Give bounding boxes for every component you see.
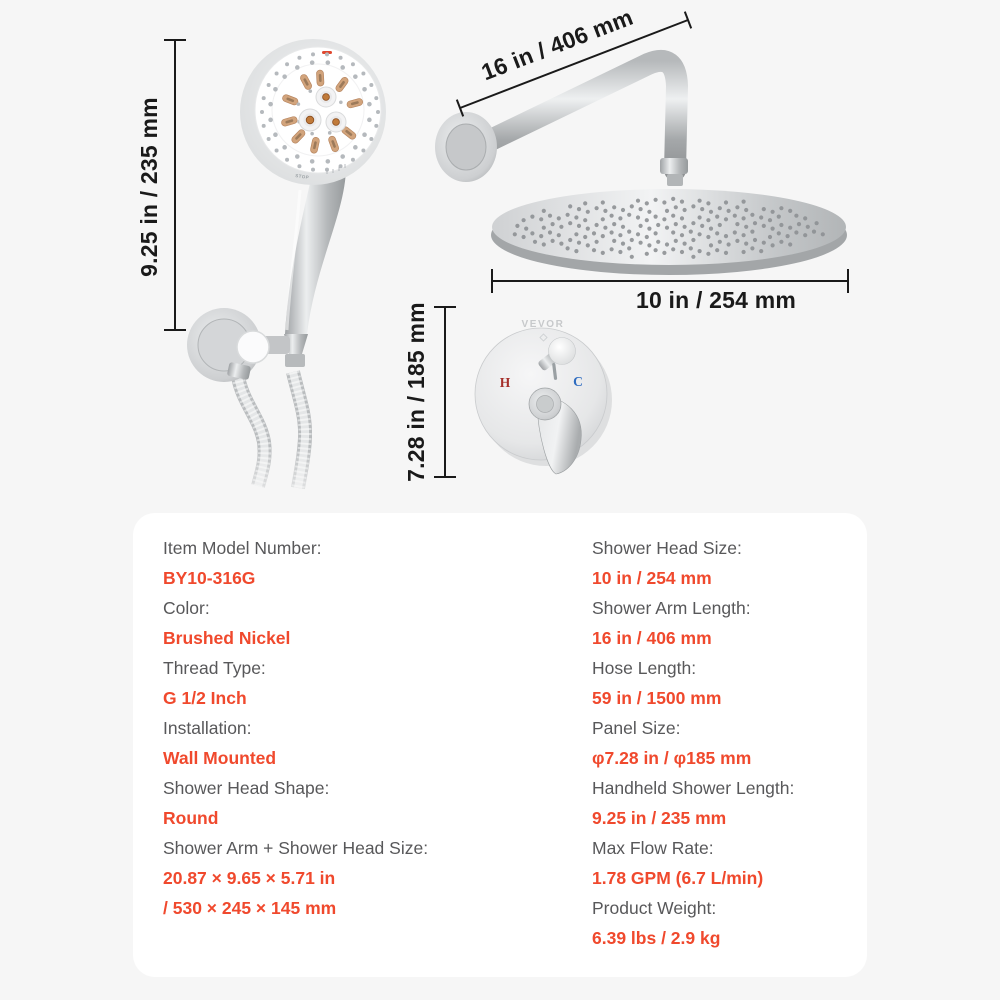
nozzle	[656, 223, 660, 227]
nozzle	[742, 233, 746, 237]
nozzle	[601, 200, 605, 204]
nozzle	[539, 234, 543, 238]
nozzle	[369, 83, 373, 87]
nozzle	[762, 241, 766, 245]
nozzle	[610, 247, 614, 251]
spec-value: / 530 × 245 × 145 mm	[163, 898, 337, 918]
nozzle	[671, 214, 675, 218]
nozzle	[762, 224, 766, 228]
nozzle	[665, 209, 669, 213]
nozzle	[753, 238, 757, 242]
nozzle	[698, 199, 702, 203]
nozzle	[339, 100, 343, 104]
nozzle	[779, 240, 783, 244]
spec-label: Shower Arm + Shower Head Size:	[163, 838, 429, 858]
nozzle	[706, 235, 710, 239]
handheld-length-dimension	[136, 40, 186, 330]
spec-label: Installation:	[163, 718, 252, 738]
face-stop-mark: STOP	[295, 173, 310, 180]
nozzle	[715, 248, 719, 252]
nozzle	[542, 242, 546, 246]
nozzle	[674, 205, 678, 209]
nozzle	[522, 218, 526, 222]
nozzle	[566, 246, 570, 250]
nozzle	[639, 207, 643, 211]
nozzle	[601, 251, 605, 255]
nozzle	[645, 201, 649, 205]
nozzle	[621, 208, 625, 212]
spec-value: 16 in / 406 mm	[592, 628, 712, 648]
nozzle	[577, 241, 581, 245]
nozzle	[715, 215, 719, 219]
nozzle	[683, 242, 687, 246]
nozzle	[295, 65, 300, 70]
arm-length-label: 16 in / 406 mm	[477, 3, 637, 86]
handheld-head-face	[255, 47, 381, 173]
nozzle	[325, 52, 329, 56]
nozzle	[709, 227, 713, 231]
nozzle	[583, 218, 587, 222]
nozzle	[718, 206, 722, 210]
nozzle	[683, 225, 687, 229]
nozzle	[698, 215, 702, 219]
nozzle	[698, 249, 702, 253]
nozzle	[551, 239, 555, 243]
nozzle	[724, 217, 728, 221]
nozzle	[645, 252, 649, 256]
nozzle	[662, 251, 666, 255]
nozzle	[515, 224, 519, 228]
spec-column-left	[163, 533, 573, 923]
nozzle	[557, 233, 561, 237]
nozzle	[285, 62, 289, 66]
nozzle	[524, 227, 528, 231]
nozzle	[282, 145, 287, 150]
nozzle	[273, 132, 278, 137]
spec-value: BY10-316G	[163, 568, 256, 588]
nozzle	[724, 251, 728, 255]
nozzle	[636, 232, 640, 236]
spec-label: Hose Length:	[592, 658, 697, 678]
nozzle	[700, 224, 704, 228]
nozzle	[362, 87, 367, 92]
spec-label: Item Model Number:	[163, 538, 322, 558]
nozzle	[326, 60, 331, 65]
nozzle	[630, 204, 634, 208]
nozzle	[803, 233, 807, 237]
nozzle	[636, 215, 640, 219]
nozzle	[645, 235, 649, 239]
nozzle	[361, 72, 365, 76]
nozzle	[779, 223, 783, 227]
nozzle	[630, 238, 634, 242]
nozzle	[762, 207, 766, 211]
nozzle	[654, 198, 658, 202]
nozzle	[698, 232, 702, 236]
nozzle	[551, 222, 555, 226]
nozzle	[654, 248, 658, 252]
nozzle	[603, 209, 607, 213]
nozzle	[542, 209, 546, 213]
nozzle	[680, 216, 684, 220]
nozzle	[361, 148, 365, 152]
head-diameter-dimension	[492, 269, 848, 313]
nozzle	[656, 240, 660, 244]
nozzle	[273, 87, 278, 92]
nozzle	[548, 230, 552, 234]
nozzle	[612, 239, 616, 243]
nozzle	[706, 201, 710, 205]
cold-water-label: C	[573, 374, 583, 389]
nozzle	[691, 204, 695, 208]
nozzle	[297, 164, 301, 168]
nozzle	[533, 240, 537, 244]
spec-label: Shower Arm Length:	[592, 598, 751, 618]
panel-diameter-dimension	[403, 302, 456, 482]
nozzle	[750, 213, 754, 217]
nozzle	[709, 243, 713, 247]
nozzle	[310, 132, 314, 136]
spec-value: 59 in / 1500 mm	[592, 688, 722, 708]
nozzle	[621, 242, 625, 246]
nozzle	[750, 246, 754, 250]
bracket-knob	[237, 331, 269, 363]
spec-value: Wall Mounted	[163, 748, 277, 768]
nozzle	[586, 227, 590, 231]
nozzle	[311, 168, 315, 172]
nozzle	[601, 217, 605, 221]
spec-label: Panel Size:	[592, 718, 681, 738]
nozzle	[671, 230, 675, 234]
nozzle	[340, 65, 345, 70]
nozzle	[328, 131, 332, 135]
nozzle	[559, 242, 563, 246]
nozzle	[674, 222, 678, 226]
nozzle	[618, 250, 622, 254]
nozzle	[566, 213, 570, 217]
nozzle	[727, 209, 731, 213]
spec-label: Shower Head Size:	[592, 538, 742, 558]
nozzle	[742, 200, 746, 204]
nozzle	[680, 233, 684, 237]
nozzle	[706, 252, 710, 256]
nozzle	[583, 201, 587, 205]
nozzle	[612, 222, 616, 226]
nozzle	[362, 132, 367, 137]
nozzle	[275, 72, 279, 76]
nozzle	[700, 207, 704, 211]
nozzle	[674, 239, 678, 243]
nozzle	[583, 235, 587, 239]
nozzle	[353, 145, 358, 150]
nozzle	[742, 250, 746, 254]
nozzle	[718, 240, 722, 244]
control-panel-illustration	[475, 319, 612, 474]
nozzle	[691, 255, 695, 259]
arm-connector-nut	[660, 158, 688, 174]
nozzle	[777, 231, 781, 235]
nozzle	[568, 221, 572, 225]
nozzle	[671, 247, 675, 251]
nozzle	[574, 232, 578, 236]
nozzle	[777, 215, 781, 219]
nozzle	[267, 137, 271, 141]
nozzle	[601, 234, 605, 238]
nozzle	[771, 243, 775, 247]
nozzle	[735, 239, 739, 243]
nozzle	[586, 243, 590, 247]
spec-label: Shower Head Shape:	[163, 778, 330, 798]
nozzle	[718, 223, 722, 227]
nozzle	[319, 74, 322, 82]
nozzle	[806, 225, 810, 229]
nozzle	[574, 215, 578, 219]
shower-hoses	[238, 372, 305, 488]
nozzle	[340, 154, 345, 159]
nozzle	[275, 148, 279, 152]
nozzle	[374, 124, 378, 128]
nozzle	[788, 209, 792, 213]
nozzle	[788, 242, 792, 246]
nozzle	[647, 227, 651, 231]
nozzle	[709, 210, 713, 214]
nozzle	[750, 230, 754, 234]
spec-label: Max Flow Rate:	[592, 838, 714, 858]
nozzle	[353, 74, 358, 79]
nozzle	[559, 225, 563, 229]
nozzle	[367, 118, 372, 123]
nozzle	[727, 242, 731, 246]
nozzle	[683, 208, 687, 212]
spec-value: 9.25 in / 235 mm	[592, 808, 727, 828]
handheld-length-label: 9.25 in / 235 mm	[136, 97, 162, 277]
nozzle	[639, 241, 643, 245]
nozzle	[724, 234, 728, 238]
nozzle	[630, 255, 634, 259]
nozzle	[308, 89, 312, 93]
spec-card	[133, 513, 867, 977]
nozzle	[574, 249, 578, 253]
nozzle	[794, 230, 798, 234]
nozzle	[797, 222, 801, 226]
nozzle	[803, 216, 807, 220]
nozzle	[295, 154, 300, 159]
hot-water-label: H	[499, 375, 511, 390]
nozzle	[297, 56, 301, 60]
nozzle	[639, 224, 643, 228]
nozzle	[812, 230, 816, 234]
nozzle	[627, 246, 631, 250]
panel-diameter-label: 7.28 in / 185 mm	[403, 302, 429, 482]
spec-value: Round	[163, 808, 219, 828]
panel-brand-logo: VEVOR	[521, 319, 565, 330]
spec-value: 1.78 GPM (6.7 L/min)	[592, 868, 764, 888]
nozzle	[376, 110, 380, 114]
nozzle	[662, 200, 666, 204]
spec-value: 10 in / 254 mm	[592, 568, 712, 588]
nozzle	[647, 210, 651, 214]
spec-value: φ7.28 in / φ185 mm	[592, 748, 752, 768]
nozzle	[262, 124, 266, 128]
nozzle	[724, 200, 728, 204]
nozzle	[351, 158, 355, 162]
nozzle	[735, 222, 739, 226]
nozzle	[759, 215, 763, 219]
nozzle	[577, 224, 581, 228]
nozzle	[592, 248, 596, 252]
nozzle	[662, 217, 666, 221]
nozzle	[788, 226, 792, 230]
nozzle	[592, 231, 596, 235]
nozzle	[282, 74, 287, 79]
nozzle	[326, 159, 331, 164]
nozzle	[636, 199, 640, 203]
nozzle	[706, 218, 710, 222]
nozzle	[771, 227, 775, 231]
spec-value: Brushed Nickel	[163, 628, 291, 648]
head-diameter-label: 10 in / 254 mm	[635, 287, 797, 313]
spec-label: Product Weight:	[592, 898, 717, 918]
nozzle	[367, 102, 372, 107]
nozzle	[744, 208, 748, 212]
nozzle	[369, 137, 373, 141]
spec-value: 20.87 × 9.65 × 5.71 in	[163, 868, 336, 888]
nozzle	[267, 83, 271, 87]
nozzle	[645, 218, 649, 222]
nozzle	[595, 206, 599, 210]
nozzle	[260, 110, 264, 114]
nozzle	[779, 206, 783, 210]
nozzle	[610, 230, 614, 234]
nozzle	[733, 230, 737, 234]
nozzle	[771, 210, 775, 214]
nozzle	[654, 231, 658, 235]
nozzle	[539, 217, 543, 221]
nozzle	[522, 235, 526, 239]
nozzle	[689, 230, 693, 234]
nozzle	[262, 96, 266, 100]
nozzle	[577, 207, 581, 211]
nozzle	[715, 231, 719, 235]
spec-label: Handheld Shower Length:	[592, 778, 795, 798]
nozzle	[753, 221, 757, 225]
nozzle	[285, 158, 289, 162]
nozzle	[595, 223, 599, 227]
nozzle	[786, 234, 790, 238]
spec-column-right	[592, 533, 862, 953]
nozzle	[297, 102, 301, 106]
handheld-shower-illustration	[187, 39, 386, 488]
nozzle	[557, 216, 561, 220]
nozzle	[311, 52, 315, 56]
nozzle	[680, 250, 684, 254]
nozzle	[691, 238, 695, 242]
nozzle	[268, 102, 273, 107]
nozzle	[310, 159, 315, 164]
nozzle	[618, 233, 622, 237]
nozzle	[654, 215, 658, 219]
nozzle	[627, 213, 631, 217]
nozzle	[671, 197, 675, 201]
nozzle	[689, 246, 693, 250]
nozzle	[794, 214, 798, 218]
nozzle	[568, 238, 572, 242]
nozzle	[548, 214, 552, 218]
nozzle	[665, 226, 669, 230]
nozzle	[733, 214, 737, 218]
nozzle	[759, 249, 763, 253]
nozzle	[586, 210, 590, 214]
nozzle	[680, 200, 684, 204]
nozzle	[821, 232, 825, 236]
nozzle	[744, 225, 748, 229]
nozzle	[595, 240, 599, 244]
nozzle	[742, 216, 746, 220]
nozzle	[351, 62, 355, 66]
nozzle	[610, 214, 614, 218]
nozzle	[542, 226, 546, 230]
nozzle	[665, 242, 669, 246]
nozzle	[618, 216, 622, 220]
nozzle	[768, 218, 772, 222]
spec-value: 6.39 lbs / 2.9 kg	[592, 928, 721, 948]
nozzle	[310, 60, 315, 65]
nozzle	[621, 225, 625, 229]
spec-value: G 1/2 Inch	[163, 688, 247, 708]
spec-label: Thread Type:	[163, 658, 266, 678]
spec-label: Color:	[163, 598, 210, 618]
nozzle	[627, 230, 631, 234]
nozzle	[647, 243, 651, 247]
nozzle	[339, 56, 343, 60]
nozzle	[612, 205, 616, 209]
nozzle	[735, 205, 739, 209]
nozzle	[374, 96, 378, 100]
nozzle	[513, 232, 517, 236]
nozzle	[691, 221, 695, 225]
nozzle	[530, 215, 534, 219]
nozzle	[768, 235, 772, 239]
nozzle	[268, 118, 273, 123]
nozzle	[603, 226, 607, 230]
nozzle	[744, 242, 748, 246]
nozzle	[530, 231, 534, 235]
nozzle	[815, 221, 819, 225]
nozzle	[568, 204, 572, 208]
